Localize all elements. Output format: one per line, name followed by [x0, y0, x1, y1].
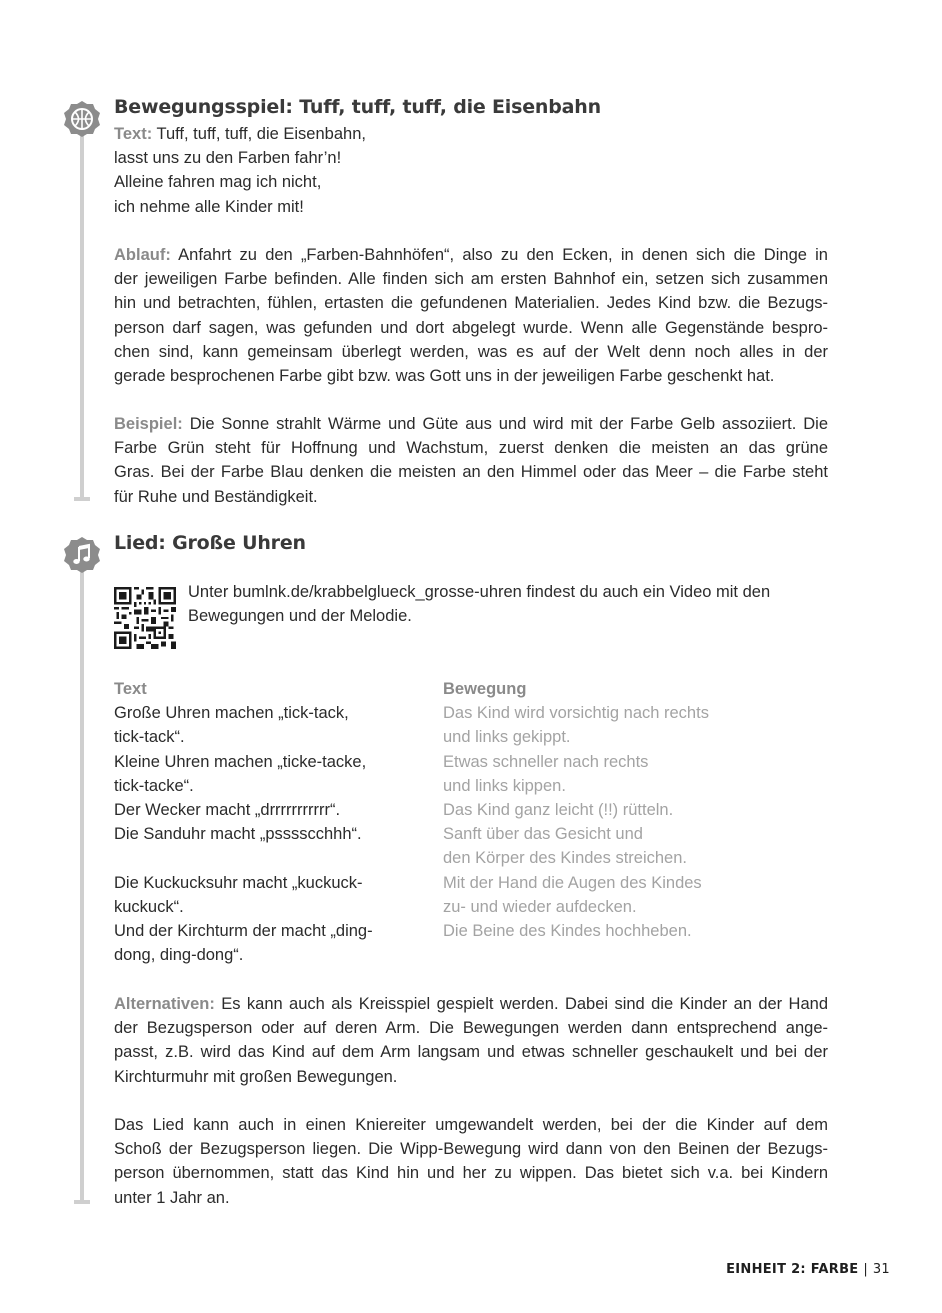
text-label: Text:: [114, 125, 153, 143]
qr-code[interactable]: [114, 587, 176, 649]
song-line: Große Uhren machen „tick-tack,: [114, 704, 349, 723]
column-header-bewegung: Bewegung: [443, 680, 527, 698]
movement-line: Etwas schneller nach rechts: [443, 752, 649, 771]
paragraph-line: person übernommen, statt das Kind hin und her zu wippen. Das bietet sich v.a. bei Kindern: [114, 1164, 828, 1183]
paragraph-line: hin und betrachten, fühlen, ertasten die gefundenen Materialien. Jedes Kind bzw. die Bezugs-: [114, 294, 828, 313]
section-title: Lied: Große Uhren: [114, 532, 306, 554]
beispiel-label: Beispiel:: [114, 415, 183, 433]
section-rail-end: [74, 497, 90, 501]
paragraph-line: für Ruhe und Beständigkeit.: [114, 487, 318, 506]
paragraph-line: der Bezugsperson oder auf deren Arm. Die Bewegungen werden dann entsprechend ange-: [114, 1019, 828, 1038]
paragraph-line: gerade besprochenen Farbe gibt bzw. was Gott uns in der jeweiligen Farbe geschenkt hat.: [114, 367, 775, 386]
page-number: 31: [872, 1262, 890, 1277]
song-line: tick-tacke“.: [114, 776, 194, 795]
movement-column: [443, 677, 783, 943]
movement-line: zu- und wieder aufdecken.: [443, 897, 637, 916]
movement-line: den Körper des Kindes streichen.: [443, 849, 687, 868]
paragraph-line: Anfahrt zu den „Farben-Bahnhöfen“, also zu den Ecken, in denen sich die Dinge in: [178, 246, 828, 264]
qr-note-line: Unter bumlnk.de/krabbelglueck_grosse-uhren findest du auch ein Video mit den: [188, 583, 771, 601]
paragraph-line: Die Sonne strahlt Wärme und Güte aus und wird mit der Farbe Gelb assoziiert. Die: [189, 415, 828, 433]
paragraph-line: der jeweiligen Farbe befinden. Alle finden sich am ersten Bahnhof ein, setzen sich zusammen: [114, 270, 828, 289]
kniereiter-paragraph: [114, 1113, 828, 1210]
movement-line: Das Kind wird vorsichtig nach rechts: [443, 704, 709, 723]
section-rail: [80, 118, 84, 500]
paragraph-line: unter 1 Jahr an.: [114, 1188, 230, 1207]
song-text-column: [114, 677, 424, 967]
verse-line: Alleine fahren mag ich nicht,: [114, 173, 322, 192]
song-line: Der Wecker macht „drrrrrrrrrrr“.: [114, 801, 341, 820]
song-line: Kleine Uhren machen „ticke-tacke,: [114, 752, 367, 771]
page-footer: [726, 1262, 890, 1277]
alternativen-label: Alternativen:: [114, 995, 215, 1013]
verse-line: Tuff, tuff, tuff, die Eisenbahn,: [156, 125, 366, 143]
song-line: Die Kuckucksuhr macht „kuckuck-: [114, 873, 363, 892]
paragraph-line: Gras. Bei der Farbe Blau denken die meisten an den Himmel oder das Meer – die Farbe steht: [114, 463, 828, 482]
verse-line: lasst uns zu den Farben fahr’n!: [114, 149, 342, 168]
paragraph-line: Kirchturmuhr mit großen Bewegungen.: [114, 1067, 398, 1086]
movement-line: Mit der Hand die Augen des Kindes: [443, 873, 702, 892]
qr-note: [188, 580, 828, 628]
paragraph-line: Es kann auch als Kreisspiel gespielt werden. Dabei sind die Kinder an der Hand: [221, 995, 828, 1013]
column-header-text: Text: [114, 680, 147, 698]
paragraph-line: passt, z.B. wird das Kind auf dem Arm langsam und etwas schneller geschaukelt und bei der: [114, 1043, 828, 1062]
beispiel-paragraph: [114, 412, 828, 509]
music-note-icon: [63, 536, 101, 574]
paragraph-line: Farbe Grün steht für Hoffnung und Wachstum, zuerst denken die meisten an das grüne: [114, 439, 828, 458]
paragraph-line: Das Lied kann auch in einen Kniereiter umgewandelt werden, bei der die Kinder auf dem: [114, 1116, 828, 1134]
verse-block: [114, 122, 828, 219]
section-title: Bewegungsspiel: Tuff, tuff, tuff, die Eisenbahn: [114, 96, 601, 118]
ablauf-paragraph: [114, 243, 828, 388]
song-line: tick-tack“.: [114, 728, 185, 747]
basketball-icon: [63, 100, 101, 138]
movement-line: und links kippen.: [443, 776, 566, 795]
movement-line: Die Beine des Kindes hochheben.: [443, 922, 692, 941]
alternativen-paragraph: [114, 992, 828, 1089]
movement-line: Sanft über das Gesicht und: [443, 825, 643, 844]
movement-line: und links gekippt.: [443, 728, 571, 747]
qr-note-line: Bewegungen und der Melodie.: [188, 607, 412, 626]
song-line: Die Sanduhr macht „psssscchhh“.: [114, 825, 362, 844]
footer-separator: |: [863, 1262, 869, 1277]
paragraph-line: person darf sagen, was gefunden und dort abgelegt wurde. Wenn alle Gegenstände bespro-: [114, 318, 828, 337]
song-line: Und der Kirchturm der macht „ding-: [114, 922, 373, 941]
paragraph-line: chen sind, kann gemeinsam überlegt werden, was es auf der Welt denn noch alles in der: [114, 342, 828, 361]
song-line: dong, ding-dong“.: [114, 946, 244, 965]
section-rail: [80, 555, 84, 1203]
song-line: kuckuck“.: [114, 897, 184, 916]
paragraph-line: Schoß der Bezugsperson liegen. Die Wipp-Bewegung wird dann von den Beinen der Bezugs-: [114, 1140, 828, 1159]
movement-line: Das Kind ganz leicht (!!) rütteln.: [443, 801, 674, 820]
verse-line: ich nehme alle Kinder mit!: [114, 197, 304, 216]
footer-unit: EINHEIT 2: FARBE: [726, 1262, 859, 1277]
section-rail-end: [74, 1200, 90, 1204]
ablauf-label: Ablauf:: [114, 246, 171, 264]
